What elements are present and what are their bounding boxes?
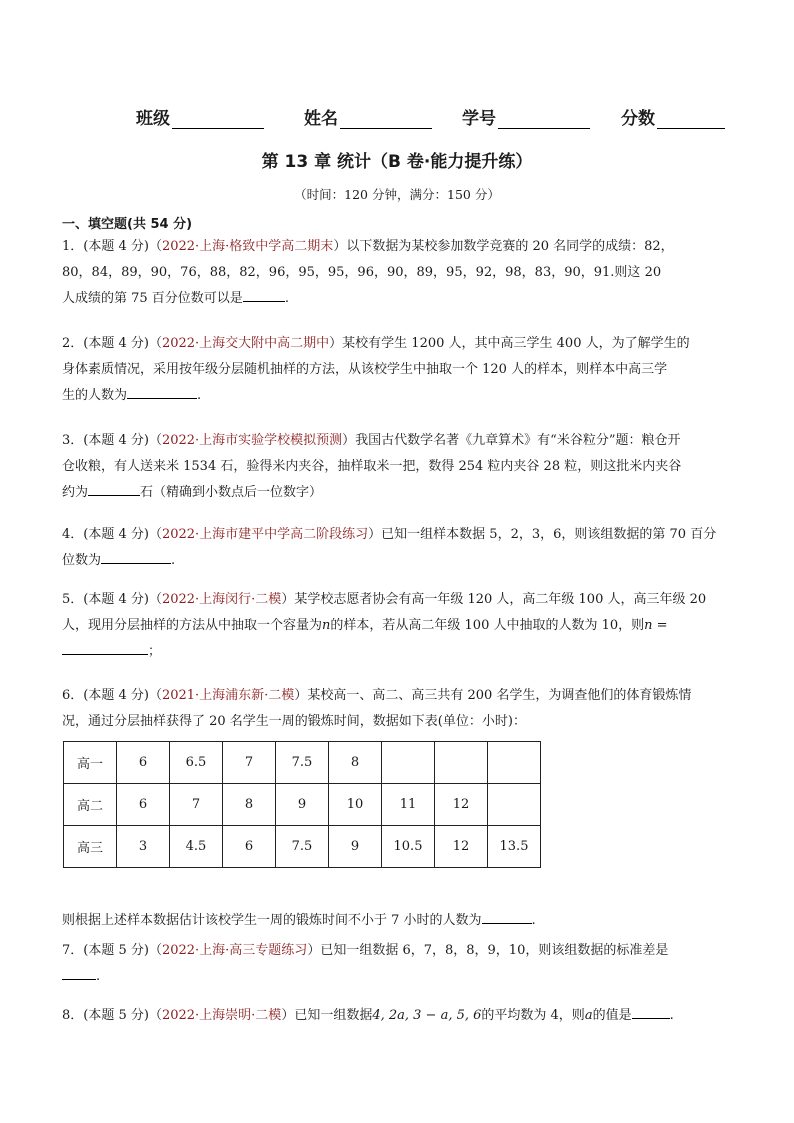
answer-blank[interactable] bbox=[243, 286, 285, 302]
question-source: 2022·上海市建平中学高二阶段练习 bbox=[161, 527, 369, 542]
table-cell: 13.5 bbox=[488, 826, 541, 868]
exercise-time-table bbox=[63, 741, 541, 868]
name-field[interactable] bbox=[304, 104, 432, 129]
table-cell bbox=[488, 742, 541, 784]
question-source: 2022·上海交大附中高二期中 bbox=[161, 336, 330, 351]
question-7: 7．(本题 5 分)（2022·上海·高三专题练习）已知一组数据 6，7，8，8，9，10，则该组数据的标准差是 . bbox=[62, 943, 669, 984]
table-cell: 6 bbox=[117, 742, 170, 784]
table-cell bbox=[435, 742, 488, 784]
question-6: 6．(本题 4 分)（2021·上海浦东新·二模）某校高一、高二、高三共有 200 名学生，为调查他们的体育锻炼情 况，通过分层抽样获得了 20 名学生一周的锻炼时间，数据如下表(单位：小时)： bbox=[62, 688, 692, 729]
score-blank[interactable] bbox=[657, 110, 725, 129]
table-cell bbox=[488, 784, 541, 826]
answer-blank[interactable] bbox=[632, 1003, 670, 1019]
question-4: 4．(本题 4 分)（2022·上海市建平中学高二阶段练习）已知一组样本数据 5，2，3，6，则该组数据的第 70 百分 位数为 . bbox=[62, 527, 717, 568]
table-cell: 11 bbox=[382, 784, 435, 826]
table-cell: 7.5 bbox=[276, 826, 329, 868]
table-cell: 9 bbox=[276, 784, 329, 826]
answer-blank[interactable] bbox=[101, 548, 171, 564]
question-8: 8．(本题 5 分)（2022·上海崇明·二模）已知一组数据4, 2a, 3 − a, 5, 6的平均数为 4，则a的值是 . bbox=[62, 1003, 732, 1029]
name-label: 姓名 bbox=[304, 109, 338, 129]
table-cell: 8 bbox=[329, 742, 382, 784]
grade-cell: 高一 bbox=[64, 742, 117, 784]
table-cell: 12 bbox=[435, 784, 488, 826]
question-source: 2022·上海·格致中学高二期末 bbox=[161, 239, 334, 254]
student-info-header bbox=[136, 104, 736, 130]
question-6-prompt: 则根据上述样本数据估计该校学生一周的锻炼时间不小于 7 小时的人数为 . bbox=[62, 908, 732, 934]
answer-blank[interactable] bbox=[88, 480, 140, 496]
question-source: 2022·上海·高三专题练习 bbox=[161, 943, 308, 958]
table-cell: 6 bbox=[223, 826, 276, 868]
question-source: 2021·上海浦东新·二模 bbox=[161, 688, 295, 703]
table-cell bbox=[382, 742, 435, 784]
question-3: 3．(本题 4 分)（2022·上海市实验学校模拟预测）我国古代数学名著《九章算术》有“米谷粒分”题：粮仓开 仓收粮，有人送来米 1534 石，验得米内夹谷，抽样取米一把，数得 254 粒内夹谷 28 粒，则这批米内夹谷 约为 石（精确到小数点后一位数字） bbox=[62, 433, 682, 500]
table-cell: 3 bbox=[117, 826, 170, 868]
variable-a: a bbox=[584, 1008, 593, 1023]
answer-blank[interactable] bbox=[62, 964, 96, 980]
question-2: 2．(本题 4 分)（2022·上海交大附中高二期中）某校有学生 1200 人，其中高三学生 400 人，为了解学生的 身体素质情况，采用按年级分层随机抽样的方法，从该校学生中抽取一个 120 人的样本，则样本中高三学 生的人数为 . bbox=[62, 336, 690, 403]
answer-blank[interactable] bbox=[482, 908, 532, 924]
table-cell: 12 bbox=[435, 826, 488, 868]
section-heading: 一、填空题(共 54 分) bbox=[62, 217, 193, 232]
question-source: 2022·上海崇明·二模 bbox=[161, 1008, 282, 1023]
question-source: 2022·上海市实验学校模拟预测 bbox=[161, 433, 343, 448]
table-cell: 7.5 bbox=[276, 742, 329, 784]
name-blank[interactable] bbox=[340, 110, 432, 129]
table-cell: 4.5 bbox=[170, 826, 223, 868]
table-cell: 8 bbox=[223, 784, 276, 826]
table-cell: 7 bbox=[170, 784, 223, 826]
variable-n: n bbox=[644, 618, 653, 633]
table-row bbox=[64, 742, 541, 784]
grade-cell: 高二 bbox=[64, 784, 117, 826]
table-cell: 6 bbox=[117, 784, 170, 826]
question-5: 5．(本题 4 分)（2022·上海闵行·二模）某学校志愿者协会有高一年级 120 人，高二年级 100 人，高三年级 20 人，现用分层抽样的方法从中抽取一个容量为n的样本，若从高二年级 100 人中抽取的人数为 10，则n = ； bbox=[62, 592, 707, 659]
table-cell: 6.5 bbox=[170, 742, 223, 784]
table-cell: 9 bbox=[329, 826, 382, 868]
grade-cell: 高三 bbox=[64, 826, 117, 868]
table-cell: 10.5 bbox=[382, 826, 435, 868]
answer-blank[interactable] bbox=[62, 639, 148, 655]
table-row bbox=[64, 826, 541, 868]
class-field[interactable] bbox=[136, 104, 264, 129]
table-row bbox=[64, 784, 541, 826]
exam-time-note: （时间：120 分钟，满分：150 分） bbox=[294, 187, 500, 202]
page-title: 第 13 章 统计（B 卷·能力提升练） bbox=[261, 152, 533, 172]
score-field[interactable] bbox=[621, 104, 725, 129]
variable-n: n bbox=[322, 618, 331, 633]
class-label: 班级 bbox=[136, 109, 170, 129]
class-blank[interactable] bbox=[172, 110, 264, 129]
student-id-field[interactable] bbox=[462, 104, 590, 129]
question-1: 1．(本题 4 分)（2022·上海·格致中学高二期末）以下数据为某校参加数学竞赛的 20 名同学的成绩：82， 80，84，89，90，76，88，82，96，95，95，96，90，89，95，92，98，83，90，91.则这 20 人成绩的第 75 百分位数可以是 . bbox=[62, 239, 674, 306]
table-cell: 7 bbox=[223, 742, 276, 784]
math-expression: 4, 2a, 3 − a, 5, 6 bbox=[372, 1008, 482, 1023]
score-label: 分数 bbox=[621, 109, 655, 129]
table-cell: 10 bbox=[329, 784, 382, 826]
answer-blank[interactable] bbox=[127, 383, 197, 399]
student-id-label: 学号 bbox=[462, 109, 496, 129]
question-source: 2022·上海闵行·二模 bbox=[161, 592, 282, 607]
student-id-blank[interactable] bbox=[498, 110, 590, 129]
